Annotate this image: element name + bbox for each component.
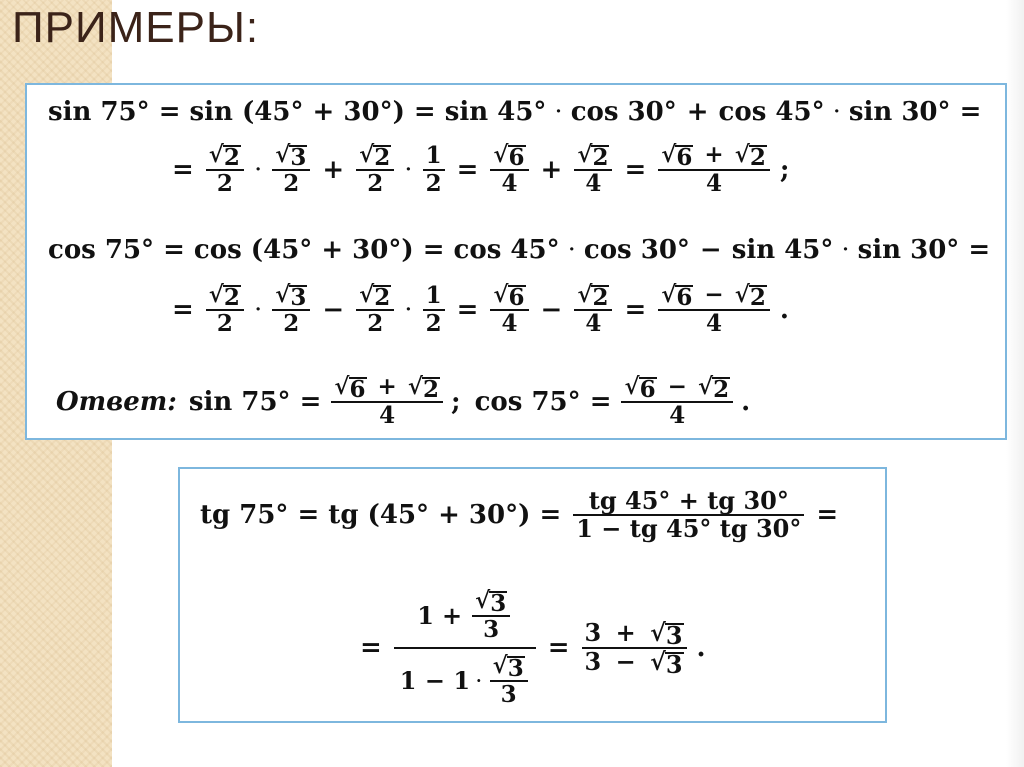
fraction: √ 2 2 bbox=[356, 282, 394, 337]
mult-dot: · bbox=[555, 101, 562, 122]
fraction: √ 3 2 bbox=[272, 282, 310, 337]
fraction: √ 6 4 bbox=[490, 282, 528, 337]
fraction: √ 2 4 bbox=[574, 142, 612, 197]
fraction: √ 2 2 bbox=[356, 142, 394, 197]
sin-line-2: = √ 2 2 · √ 3 2 + √ 2 2 · $\frac{1}{2}$ = √ 6 4 + √ 2 4 = √ 6 + √ 2 4 ; bbox=[172, 141, 790, 197]
compound-fraction: 1 + √ 3 3 1 − 1 · √ 3 3 bbox=[394, 588, 536, 708]
fraction: √ 6 − √ 2 4 bbox=[658, 282, 770, 337]
sin-lhs: sin 75° = sin (45° + 30°) = sin 45° bbox=[48, 97, 547, 127]
cos-lhs: cos 75° = cos (45° + 30°) = cos 45° bbox=[48, 235, 560, 265]
fraction: √ 2 4 bbox=[574, 282, 612, 337]
mult-dot: · bbox=[833, 101, 840, 122]
sin-cos30: cos 30° bbox=[570, 97, 677, 127]
sin-tail: sin 30° = bbox=[848, 97, 982, 127]
decorative-right-edge bbox=[1006, 0, 1024, 767]
fraction: √ 6 − √ 2 4 bbox=[621, 374, 733, 429]
fraction: √ 3 3 bbox=[490, 653, 528, 708]
slide-title: ПРИМЕРЫ: bbox=[12, 3, 260, 52]
fraction: $\frac{1}{2}$ bbox=[423, 283, 445, 337]
answer-sin: sin 75° = bbox=[188, 386, 322, 417]
fraction: √ 6 + √ 2 4 bbox=[658, 142, 770, 197]
sin-line-1 bbox=[48, 96, 981, 128]
answer-cos: cos 75° = bbox=[474, 386, 612, 417]
fraction: √ 2 2 bbox=[206, 282, 244, 337]
fraction: $\frac{tg 45^\circ + tg 30^\circ}{1 - tg 45^\circ tg 30^\circ}$ bbox=[573, 488, 804, 542]
sin-cos45: cos 45° bbox=[718, 97, 825, 127]
tg-lhs: tg 75° = tg (45° + 30°) = bbox=[200, 500, 562, 530]
cos-line-2: = √ 2 2 · √ 3 2 − √ 2 2 · $\frac{1}{2}$ = √ 6 4 − √ 2 4 = √ 6 − √ 2 4 . bbox=[172, 281, 789, 337]
fraction: 3 + √ 3 3 − √ 3 bbox=[582, 620, 687, 676]
sin-plus: + bbox=[686, 97, 709, 127]
tg-line-1: tg 75° = tg (45° + 30°) = $\frac{tg 45^\circ + tg 30^\circ}{1 - tg 45^\circ tg 30^\circ}$ = bbox=[200, 486, 839, 543]
answer-label: Ответ: bbox=[56, 386, 177, 417]
fraction: √ 3 3 bbox=[472, 588, 510, 643]
fraction: √ 3 2 bbox=[272, 142, 310, 197]
fraction: √ 6 4 bbox=[490, 142, 528, 197]
fraction: √ 2 2 bbox=[206, 142, 244, 197]
fraction: $\frac{1}{2}$ bbox=[423, 143, 445, 197]
cos-line-1: cos 75° = cos (45° + 30°) = cos 45° · cos 30° − sin 45° · sin 30° = bbox=[48, 235, 991, 265]
fraction: √ 6 + √ 2 4 bbox=[331, 374, 443, 429]
answer-line: Ответ: sin 75° = √ 6 + √ 2 4 ; cos 75° = √ 6 − √ 2 4 . bbox=[56, 373, 751, 429]
tg-line-2: = 1 + √ 3 3 1 − 1 · √ 3 3 = 3 + √ 3 3 − √ 3 . bbox=[360, 587, 706, 708]
